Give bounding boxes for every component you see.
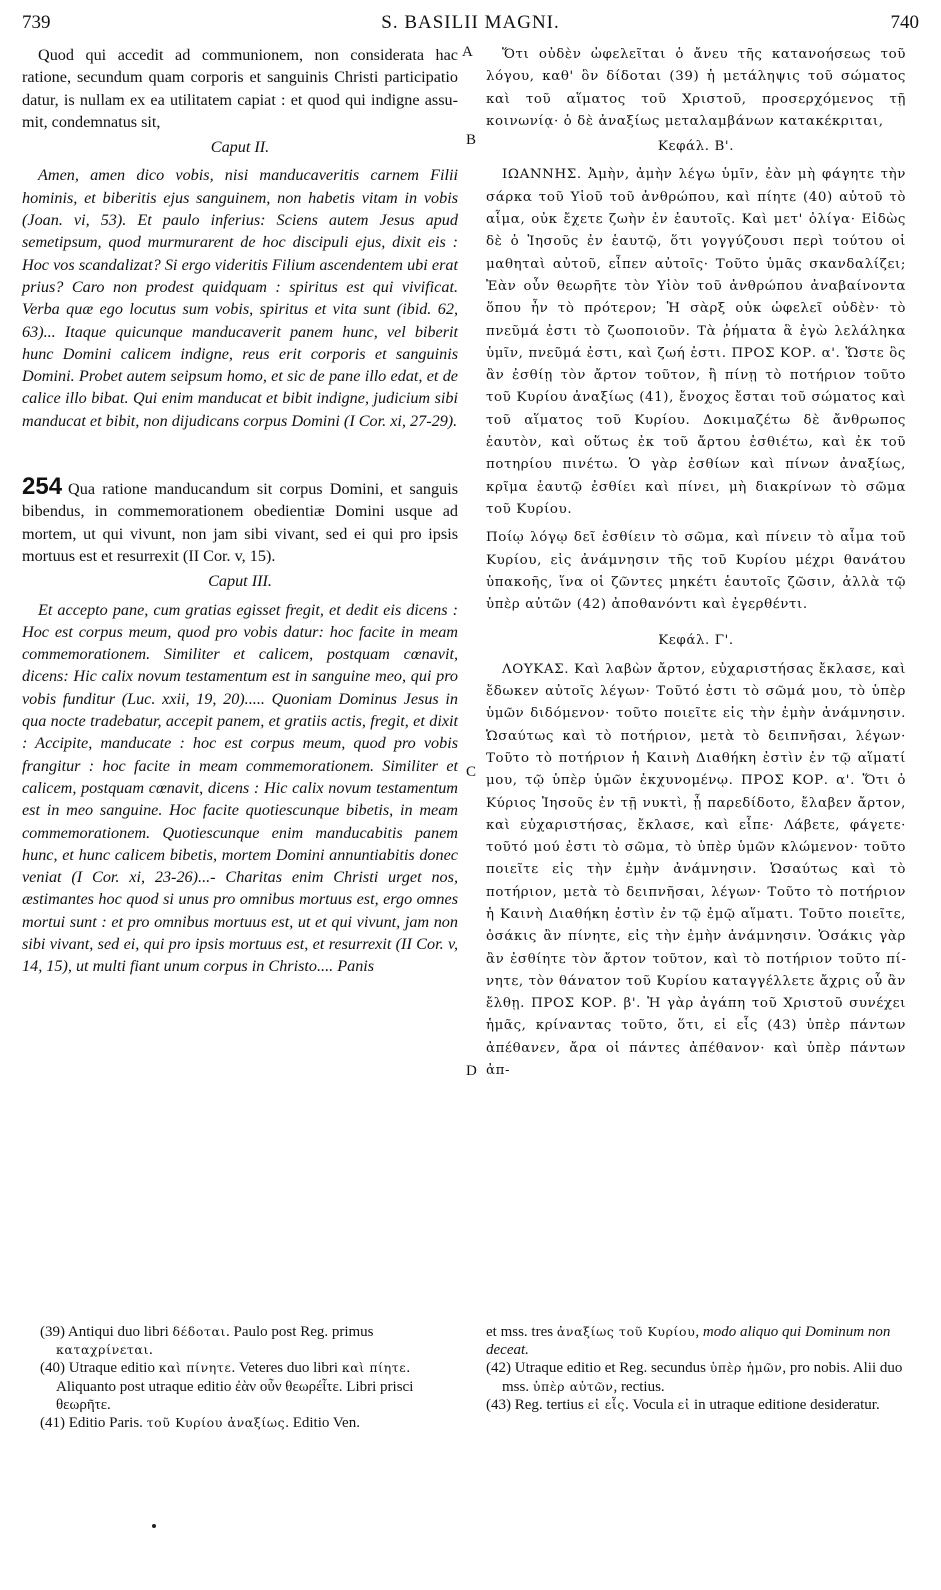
margin-marker-a: A (462, 44, 473, 60)
greek-intro: Ὅτι οὐδὲν ὠφελεῖται ὁ ἄνευ τῆς κατανοήσεως τοῦ λόγου, καθ' ὃν δίδοται (39) ἡ μετάληψις τοῦ σώματος καὶ τοῦ αἵματος τοῦ Χριστοῦ, προσερχόμενος τῇ κοινωνίᾳ· ὁ δὲ ἀναξίως μεταλαμβάνων κατακέκριται, (486, 47, 906, 129)
greek-kephal-3-heading: Κεφάλ. Γ'. (658, 633, 734, 649)
latin-caput-3-heading: Caput III. (208, 572, 272, 591)
latin-section-254 (22, 473, 458, 567)
running-title: S. BASILII MAGNI. (381, 12, 560, 33)
latin-caput-2-text: Amen, amen dico vobis, nisi manducaveritis carnem Filii hominis, et biberitis ejus sanguinem, non habetis vitam in vobis (Joan. vi, 53). Et paulo inferius: Sciens autem Jesus apud semetipsum, quod murmurarent de hoc discipuli ejus, dixit eis : Hoc vos scandalizat? Si ergo videritis Filium ascendentem ubi erat prius? Caro non prodest quidquam : spiritus est qui vivificat. Verba quæ ego locutus sum vobis, spiritus et vita sunt (ibid. 62, 63)... Itaque quicunque manducaverit panem hunc, vel biberit hunc Domini calicem indigne, reus erit corporis et sanguinis Domini. Probet autem seipsum homo, et sic de pane illo edat, et de calice illo bibat. Qui enim manducat et bibit indigne, judicium sibi manducat et bibit, non dijudicans corpus Domini (I Cor. xi, 27-29). (22, 166, 458, 430)
greek-kephal-2-text: ΙΩΑΝΝΗΣ. Ἀμὴν, ἀμὴν λέγω ὑμῖν, ἐὰν μὴ φάγητε τὴν σάρκα τοῦ Υἱοῦ τοῦ ἀνθρώπου, καὶ πίητε (40) αὐτοῦ τὸ αἷμα, οὐκ ἔχετε ζωὴν ἐν ἑαυτοῖς. Καὶ μετ' ὀλίγα· Εἰδὼς δὲ ὁ Ἰησοῦς ἐν ἑαυτῷ, ὅτι γογγύζουσι περὶ τούτου οἱ μαθηταὶ αὐτοῦ, εἶπεν αὐτοῖς· Τοῦτο ὑμᾶς σκανδαλίζει; Ἐὰν οὖν θεωρῆτε τὸν Υἱὸν τοῦ ἀνθρώπου ἀναβαίνοντα ὅπου ἦν τὸ πρότερον; Ἡ σὰρξ οὐκ ὠφελεῖ οὐδὲν· τὸ πνεῦμά ἐστι τὸ ζωοποιοῦν. Τὰ ῥήματα ἃ ἐγὼ λελάληκα ὑμῖν, πνεῦμά ἐστι, καὶ ζωή ἐστι. ΠΡΟΣ ΚΟΡ. α'. Ὥστε ὃς ἂν ἐσθίῃ τὸν ἄρτον τοῦτον, ἢ πίνῃ τὸ ποτήριον τοῦτο τοῦ Κυρίου ἀναξίως (41), ἔνοχος ἔσται τοῦ σώματος καὶ τοῦ αἵματος τοῦ Κυρίου. Δοκιμαζέτω δὲ ἄνθρωπος ἑαυτὸν, καὶ οὕτως ἐκ τοῦ ἄρτου ἐσθιέτω, καὶ ἐκ τοῦ ποτηρίου πινέτω. Ὁ γὰρ ἐσθίων καὶ πίνων ἀναξίως, κρῖμα ἑαυτῷ ἐσθίει καὶ πίνει, μὴ διακρίνων τὸ σῶμα τοῦ Κυρίου. (486, 167, 906, 517)
greek-kephal-3-text: ΛΟΥΚΑΣ. Καὶ λαβὼν ἄρτον, εὐχαριστήσας ἔκλασε, καὶ ἔδωκεν αὐτοῖς λέγων· Τοῦτό ἐστι τὸ σῶμά μου, τὸ ὑπὲρ ὑμῶν διδόμενον· τοῦτο ποιεῖτε εἰς τὴν ἐμὴν ἀνάμνησιν. Ὡσαύτως καὶ τὸ ποτήριον, μετὰ τὸ δειπνῆσαι, λέγων· Τοῦτο τὸ ποτήριον ἡ Καινὴ Διαθήκη ἐστὶν ἐν τῷ αἵματί μου, τῷ ὑπὲρ ὑμῶν ἐκχυνομένῳ. ΠΡΟΣ ΚΟΡ. α'. Ὅτι ὁ Κύριος Ἰησοῦς ἐν τῇ νυκτὶ, ᾗ παρεδίδοτο, ἔλαβεν ἄρτον, καὶ εὐχαριστήσας, ἔκλασε, καὶ εἶπε· Λάβετε, φάγετε· τοῦτό μού ἐστι τὸ σῶμα, τὸ ὑπὲρ ὑμῶν κλώμενον· τοῦτο ποιεῖτε εἰς τὴν ἐμὴν ἀνάμνησιν. Ὡσαύτως καὶ τὸ ποτήριον, μετὰ τὸ δειπνῆσαι, λέγων· Τοῦτο τὸ ποτήριον ἡ Καινὴ Διαθήκη ἐστὶν ἐν τῷ ἐμῷ αἵματι. Τοῦτο ποιεῖτε, ὁσάκις ἂν πίνητε, εἰς τὴν ἐμὴν ἀνάμνησιν. Ὁσάκις γὰρ ἂν ἐσθίητε τὸν ἄρτον τοῦτον, καὶ τὸ ποτήριον τοῦτο πίνητε, τὸν θάνατον τοῦ Κυρίου καταγγέλλετε ἄχρις οὗ ἂν ἔλθῃ. ΠΡΟΣ ΚΟΡ. β'. Ἡ γὰρ ἀγάπη τοῦ Χριστοῦ συνέχει ἡμᾶς, κρίναντας τοῦτο, ὅτι, εἰ εἷς (43) ὑπὲρ πάντων ἀπέθανεν, ἄρα οἱ πάντες ἀπέθανον· καὶ ὑπὲρ πάντων ἀπ- (486, 661, 906, 1079)
greek-section-254-text: Ποίῳ λόγῳ δεῖ ἐσθίειν τὸ σῶμα, καὶ πίνειν τὸ αἷμα τοῦ Κυρίου, εἰς ἀνάμνησιν τῆς τοῦ Κυρίου μέχρι θανάτου ὑπακοῆς, ἵνα οἱ ζῶντες μηκέτι ἑαυτοῖς ζῶσιν, ἀλλὰ τῷ ὑπὲρ αὐτῶν (42) ἀποθανόντι καὶ ἐγερθέντι. (486, 530, 906, 613)
margin-marker-b: B (466, 132, 477, 148)
footnote: (40) Utraque editio καὶ πίνητε. Veteres duo libri καὶ πίητε. Aliquanto post utraque editio ἐὰν οὖν θεωρέἶτε. Libri prisci θεωρῆτε. (40, 1360, 414, 1413)
latin-section-254-text: Qua ratione manducandum sit corpus Domini, et sanguis bibendus, in commemorationem obedientiæ Domini usque ad mortem, ut qui vivunt, non jam sibi vivant, sed ei qui pro ipsis mortuus est et resurrexit (II Cor. v, 15). (22, 480, 458, 565)
latin-caput-3-text: Et accepto pane, cum gratias egisset fregit, et dedit eis dicens : Hoc est corpus meum, quod pro vobis datur: hoc facite in meam commemorationem. Similiter et calicem, postquam cœnavit, dicens: Hic calix novum testamentum est in sanguine meo, qui pro vobis funditur (Luc. xxii, 19, 20)..... Quoniam Dominus Jesus in qua nocte tradebatur, accepit panem, et gratiis actis, fregit, et dixit : Accipite, manducate : hoc est corpus meum, quod pro vobis frangitur : hoc facite in meam commemorationem. Similiter et calicem, postquam cœnavit, dicens : Hic calix novum testamentum est in meo sanguine. Hoc facite quotiescunque bibetis, in meam commemorationem. Quotiescunque enim manducabitis panem hunc, et hunc calicem bibetis, mortem Domini annuntiabitis donec veniat (I Cor. xi, 23-26)...- Charitas enim Christi urget nos, æstimantes hoc quod si unus pro omnibus mortuus est, ergo omnes mortui sunt : et pro omnibus mortuus est, ut et qui vivunt, jam non sibi vivant, sed ei, qui pro ipsis mortuus est, et resurrexit (II Cor. v, 14, 15), ut multi fiant unum corpus in Christo.... Panis (22, 600, 458, 976)
latin-column (22, 44, 458, 978)
print-speck (152, 1524, 156, 1528)
greek-kephal-2-heading: Κεφάλ. Β'. (657, 139, 735, 155)
page-number-right: 740 (890, 12, 919, 33)
footnote: (41) Editio Paris. τοῦ Κυρίου ἀναξίως. Editio Ven. (40, 1415, 360, 1432)
page-number-left: 739 (22, 12, 51, 33)
latin-intro: Quod qui accedit ad communionem, non considerata hac ratione, secundum quam corporis et sanguinis Christi participatio datur, is nullam ex ea utilitatem capiat : et quod qui indigne assumit, condemnatus sit, (22, 46, 458, 131)
footnote: (42) Utraque editio et Reg. secundus ὑπὲρ ἡμῶν, pro nobis. Alii duo mss. ὑπὲρ αὐτῶν, rectius. (486, 1360, 903, 1395)
footnotes-left (40, 1323, 460, 1432)
margin-marker-c: C (466, 764, 477, 780)
margin-marker-d: D (466, 1063, 477, 1079)
footnote: (43) Reg. tertius εἰ εἷς. Vocula εἰ in utraque editione desideratur. (486, 1396, 880, 1413)
footnote: et mss. tres ἀναξίως τοῦ Κυρίου, modo aliquo qui Dominum non deceat. (486, 1324, 891, 1359)
page-header (22, 12, 919, 40)
latin-caput-2-heading: Caput II. (210, 138, 270, 157)
footnotes-right (486, 1323, 906, 1414)
greek-column (486, 44, 906, 1082)
footnote: (39) Antiqui duo libri δέδοται. Paulo post Reg. primus καταχρίνεται. (40, 1324, 374, 1359)
section-number: 254 (22, 473, 63, 501)
